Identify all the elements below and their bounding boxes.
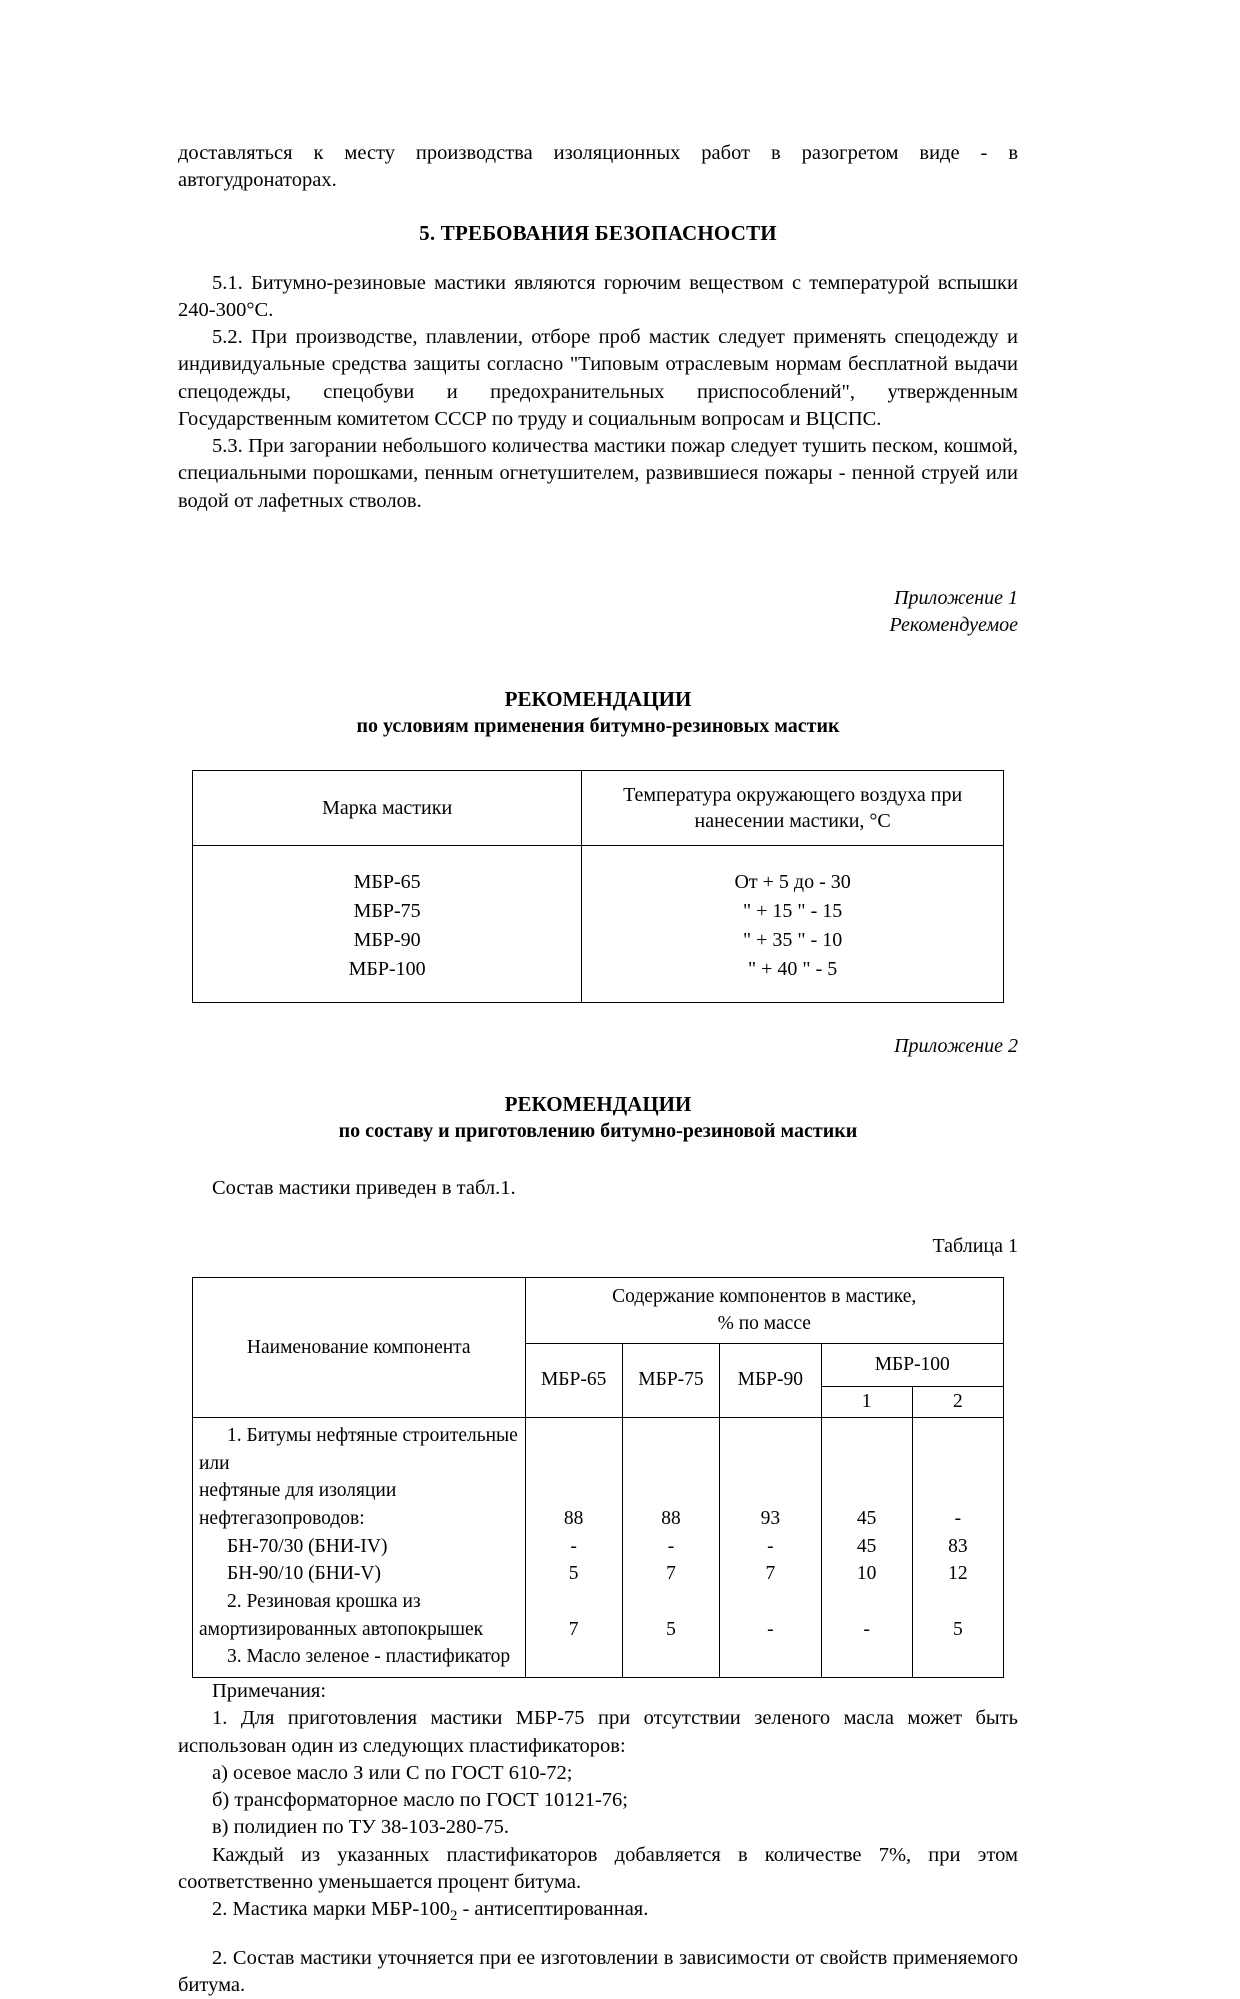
paragraph-5-3: 5.3. При загорании небольшого количества мастики пожар следует тушить песком, кошмой, специальными порошками, пенным огнетушителем, развившиеся пожары - пенной струей или водой от лафетных стволов. — [178, 435, 1018, 512]
table-1-caption: Таблица 1 — [932, 1234, 1018, 1257]
note-2-prefix: 2. Мастика марки МБР-100 — [212, 1898, 450, 1921]
col-header-mark: Марка мастики — [193, 771, 582, 846]
note-1-b: б) трансформаторное масло по ГОСТ 10121-76; — [212, 1789, 628, 1812]
col-header-mbr-75: МБР-75 — [622, 1343, 719, 1417]
value: 10 — [856, 1563, 877, 1585]
note-2-subscript: 2 — [449, 1908, 458, 1925]
value: 88 — [563, 1507, 584, 1529]
appendix-2-table — [192, 1277, 1004, 1678]
value: 5 — [666, 1618, 676, 1640]
appendix-1-kind: Рекомендуемое — [889, 613, 1018, 636]
group-header-line-2: % по массе — [717, 1312, 811, 1334]
spacer — [178, 639, 1018, 685]
col-header-temperature: Температура окружающего воздуха при нанесении мастики, °С — [582, 771, 1004, 846]
cell-values-mbr-65 — [525, 1417, 622, 1677]
value: 5 — [568, 1563, 579, 1585]
final-note: 2. Состав мастики уточняется при ее изготовлении в зависимости от свойств применяемого битума. — [178, 1946, 1018, 1997]
appendix-1-label: Приложение 1 — [894, 586, 1018, 609]
appendix-2-intro: Состав мастики приведен в табл.1. — [212, 1177, 516, 1200]
paragraph-5-1: 5.1. Битумно-резиновые мастики являются горючим веществом с температурой вспышки 240-300°С. — [178, 271, 1018, 321]
appendix-1-title: РЕКОМЕНДАЦИИ — [504, 686, 692, 711]
appendix-2-label: Приложение 2 — [894, 1035, 1018, 1058]
table-header-row — [193, 771, 1004, 846]
value: 88 — [661, 1507, 681, 1529]
cell-values-mbr-100-2 — [912, 1417, 1003, 1677]
appendix-1-table — [192, 770, 1004, 1003]
spacer — [178, 1259, 1018, 1277]
col-header-mbr-100-1: 1 — [821, 1386, 912, 1417]
value: 45 — [856, 1507, 877, 1529]
value: 45 — [856, 1535, 877, 1557]
table-row — [193, 846, 1004, 1003]
appendix-2-subtitle: по составу и приготовлению битумно-резиновой мастики — [338, 1120, 858, 1143]
value: 7 — [666, 1563, 676, 1585]
mark-value: МБР-100 — [348, 958, 426, 981]
temperature-value: " + 40 " - 5 — [747, 958, 838, 981]
paragraph-5-2: 5.2. При производстве, плавлении, отборе проб мастик следует применять спецодежду и индивидуальные средства защиты согласно "Типовым отраслевым нормам бесплатной выдачи спецодежды, спецобуви и предохранительных приспособлений", утвержденным Государственным комитетом СССР по труду и социальным вопросам и ВЦСПС. — [178, 326, 1018, 430]
component-line: БН-90/10 (БНИ-V) — [227, 1563, 381, 1585]
temperature-value: От + 5 до - 30 — [734, 871, 851, 894]
cell-component-names — [193, 1417, 526, 1677]
component-line: 2. Резиновая крошка из — [227, 1591, 421, 1613]
value: 83 — [948, 1535, 968, 1557]
spacer — [178, 1145, 1018, 1175]
cell-temperatures — [582, 846, 1004, 1003]
value: 12 — [948, 1563, 968, 1585]
note-1-v: в) полидиен по ТУ 38-103-280-75. — [212, 1816, 509, 1839]
mark-value: МБР-90 — [353, 929, 421, 952]
component-line: 3. Масло зеленое - пластификатор — [227, 1646, 511, 1668]
temperature-value: " + 15 " - 15 — [742, 900, 843, 923]
note-1: 1. Для приготовления мастики МБР-75 при отсутствии зеленого масла может быть использован один из следующих пластификаторов: — [178, 1707, 1018, 1757]
spacer — [178, 1203, 1018, 1233]
spacer — [178, 1927, 1018, 1945]
table-header-row-group — [193, 1278, 1004, 1344]
component-line: БН-70/30 (БНИ-IV) — [227, 1535, 388, 1557]
appendix-2-title: РЕКОМЕНДАЦИИ — [504, 1092, 692, 1117]
col-header-mbr-100: МБР-100 — [821, 1343, 1004, 1386]
col-header-mbr-90: МБР-90 — [720, 1343, 821, 1417]
value: - — [570, 1535, 577, 1557]
note-1-a: а) осевое масло З или С по ГОСТ 610-72; — [212, 1761, 573, 1784]
cell-values-mbr-75 — [622, 1417, 719, 1677]
col-header-mbr-65: МБР-65 — [525, 1343, 622, 1417]
group-header-line-1: Содержание компонентов в мастике, — [612, 1286, 917, 1308]
note-2 — [178, 1896, 1018, 1927]
mark-value: МБР-65 — [353, 871, 421, 894]
col-header-mbr-100-2: 2 — [912, 1386, 1003, 1417]
appendix-2-label-block — [178, 1033, 1018, 1060]
appendix-1-subtitle: по условиям применения битумно-резиновых мастик — [356, 715, 840, 738]
cell-values-mbr-90 — [720, 1417, 821, 1677]
value: 7 — [765, 1563, 776, 1585]
cell-values-mbr-100-1 — [821, 1417, 912, 1677]
section-heading-5: 5. ТРЕБОВАНИЯ БЕЗОПАСНОСТИ — [419, 220, 777, 245]
value: - — [767, 1535, 774, 1557]
component-line: амортизированных автопокрышек — [199, 1618, 484, 1640]
temperature-value: " + 35 " - 10 — [742, 929, 843, 952]
spacer — [178, 740, 1018, 770]
value: - — [667, 1535, 675, 1557]
note-1-summary: Каждый из указанных пластификаторов добавляется в количестве 7%, при этом соответственно уменьшается процент битума. — [178, 1843, 1018, 1893]
value: 7 — [568, 1618, 579, 1640]
spacer — [178, 515, 1018, 585]
spacer — [178, 1060, 1018, 1090]
appendix-1-label-block — [178, 585, 1018, 639]
page-content — [178, 140, 1018, 1999]
component-line: нефтегазопроводов: — [199, 1507, 365, 1529]
value: 93 — [760, 1507, 781, 1529]
component-line: нефтяные для изоляции — [199, 1480, 397, 1502]
value: - — [863, 1618, 870, 1640]
table-row — [193, 1417, 1004, 1677]
note-2-suffix: - антисептированная. — [457, 1898, 649, 1921]
spacer — [178, 1003, 1018, 1033]
notes-label: Примечания: — [212, 1680, 327, 1703]
cell-marks — [193, 846, 582, 1003]
col-header-component-name: Наименование компонента — [193, 1278, 526, 1418]
value: - — [767, 1618, 774, 1640]
component-line: 1. Битумы нефтяные строительные или — [199, 1424, 518, 1474]
lead-paragraph: доставляться к месту производства изоляционных работ в разогретом виде - в автогудронаторах. — [178, 142, 1018, 192]
mark-value: МБР-75 — [353, 900, 421, 923]
value: 5 — [952, 1618, 963, 1640]
value: - — [954, 1507, 962, 1529]
col-header-content-group — [525, 1278, 1004, 1344]
